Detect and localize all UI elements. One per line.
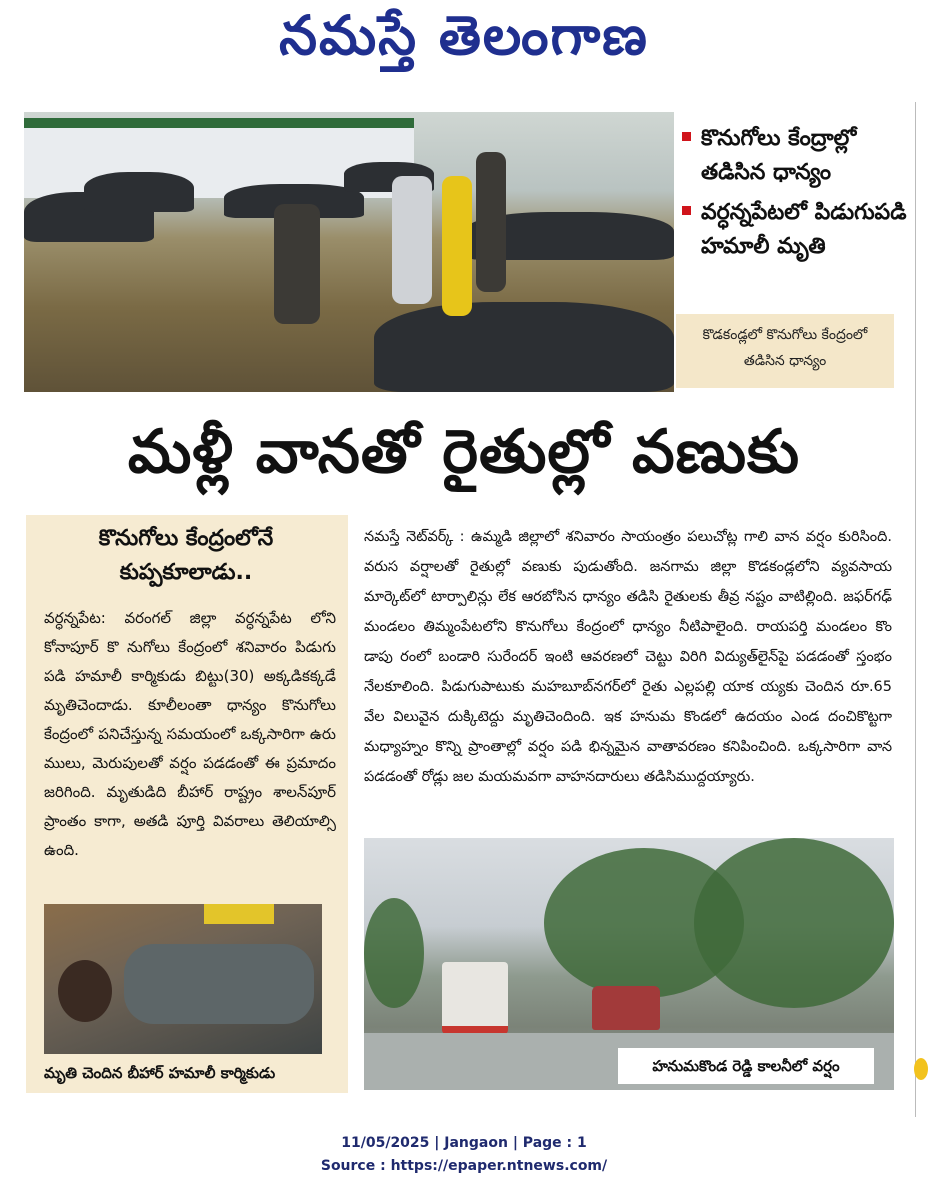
car (592, 986, 660, 1030)
bullet-marker-icon (682, 132, 691, 141)
tarp-heap (374, 302, 674, 392)
top-photo-caption: కొడకండ్లలో కొనుగోలు కేంద్రంలో తడిసిన ధాన్యం (676, 314, 894, 388)
rain-photo-caption: హనుమకొండ రెడ్డి కాలనీలో వర్షం (618, 1048, 874, 1084)
bullet-item (680, 196, 910, 264)
bus (442, 962, 508, 1034)
footer-date-line: 11/05/2025 | Jangaon | Page : 1 (341, 1135, 587, 1151)
head-shape (58, 960, 112, 1022)
tree (694, 838, 894, 1008)
tarp-heap (84, 172, 194, 212)
main-headline: మళ్లీ వానతో రైతుల్లో వణుకు (127, 417, 801, 487)
worker-photo-caption: మృతి చెందిన బీహార్ హమాలీ కార్మికుడు (44, 1064, 276, 1082)
grain-market-photo (24, 112, 674, 392)
farmer-figure (392, 176, 432, 304)
page-marker-icon (914, 1058, 928, 1080)
highlight-bullets (680, 122, 910, 270)
worker-photo (44, 904, 322, 1054)
main-article-body: నమస్తే నెట్‌వర్క్ : ఉమ్మడి జిల్లాలో శనివారం సాయంత్రం పలుచోట్ల గాలి వాన వర్షం కురిసింది. వరుస వర్షాలతో రైతుల్లో వణుకు పుడుతోంది. జనగామ జిల్లా కొడకండ్లలోని వ్యవసాయ మార్కెట్‌లో టార్పాలిన్లు లేక ఆరబోసిన ధాన్యం తడిసి రైతులకు తీవ్ర నష్టం వాటిల్లింది. జఫర్‌గఢ్ మండలం తిమ్మంపేటలోని కొనుగోలు కేంద్రంలో ధాన్యం నీటిపాలైంది. రాయపర్తి మండలం కొం డాపు రంలో బండారి సురేందర్ ఇంటి ఆవరణలో చెట్టు విరిగి విద్యుత్‌లైన్‌పై పడడంతో స్తంభం నేలకూలింది. పిడుగుపాటుకు మహబూబ్‌నగర్‌లో రైతు ఎల్లపల్లి యాక య్యకు చెందిన రూ.65 వేల విలువైన దుక్కిటెద్దు మృతిచెందింది. ఇక హనుమ కొండలో ఉదయం ఎండ దంచికొట్టగా మధ్యాహ్నం కొన్ని ప్రాంతాల్లో వర్షం పడి భిన్నమైన వాతావరణం కనిపించింది. ఒక్కసారిగా వాన పడడంతో రోడ్లు జల మయమవగా వాహనదారులు తడిసిముద్దయ్యారు. (364, 529, 892, 785)
body-shroud (124, 944, 314, 1024)
sidebar-body: వర్ధన్నపేట: వరంగల్ జిల్లా వర్ధన్నపేట లోని కోనాపూర్ కొ నుగోలు కేంద్రంలో శనివారం పిడుగు పడి హమాలీ కార్మికుడు బిట్టు(30) అక్కడికక్కడే మృతిచెందాడు. కూలీలంతా ధాన్యం కొనుగోలు కేంద్రంలో పనిచేస్తున్న సమయంలో ఒక్కసారిగా ఉరు ములు, మెరుపులతో వర్షం పడడంతో ఈ ప్రమాదం జరిగింది. మృతుడిది బీహార్ రాష్ట్రం శాలన్‌పూర్ ప్రాంతం కాగా, అతడి పూర్తి వివరాలు తెలియాల్సి ఉంది. (44, 609, 336, 859)
bullet-text: కొనుగోలు కేంద్రాల్లో తడిసిన ధాన్యం (701, 126, 857, 185)
farmer-figure (476, 152, 506, 292)
sidebar-heading: కొనుగోలు కేంద్రంలోనే కుప్పకూలాడు.. (98, 526, 274, 585)
bullet-marker-icon (682, 206, 691, 215)
tree (364, 898, 424, 1008)
cloth-strip (204, 904, 274, 924)
masthead-title: నమస్తే తెలంగాణ (279, 3, 649, 67)
bullet-text: వర్ధన్నపేటలో పిడుగుపడి హమాలీ మృతి (701, 200, 907, 259)
footer-source-line: Source : https://epaper.ntnews.com/ (320, 1158, 608, 1174)
farmer-figure (274, 204, 320, 324)
farmer-figure (442, 176, 472, 316)
bullet-item (680, 122, 910, 190)
